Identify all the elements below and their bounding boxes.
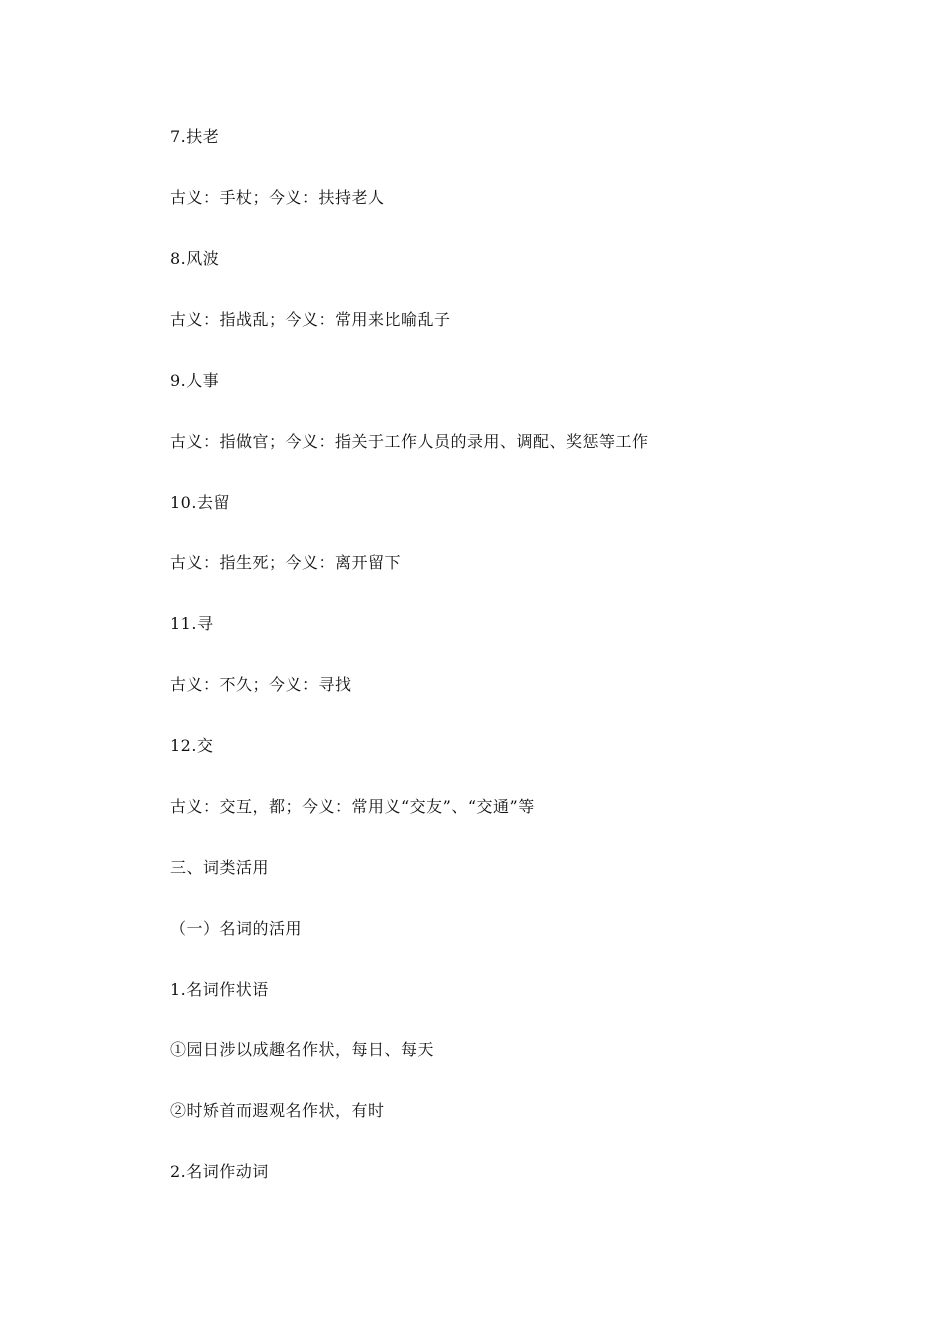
- example-line: ①园日涉以成趣名作状，每日、每天: [170, 1040, 435, 1059]
- item-heading-8: 8.风波: [170, 249, 220, 268]
- item-heading-10: 10.去留: [170, 493, 230, 512]
- item-definition-9: 古义：指做官；今义：指关于工作人员的录用、调配、奖惩等工作: [170, 432, 649, 451]
- example-line: ②时矫首而遐观名作状，有时: [170, 1101, 385, 1120]
- item-heading-7: 7.扶老: [170, 127, 220, 146]
- subsection-item-heading: 1.名词作状语: [170, 980, 269, 999]
- subsection-heading: （一）名词的活用: [170, 919, 303, 938]
- item-heading-12: 12.交: [170, 736, 214, 755]
- item-definition-10: 古义：指生死；今义：离开留下: [170, 553, 402, 572]
- item-definition-12: 古义：交互，都；今义：常用义“交友”、“交通”等: [170, 797, 535, 816]
- section-heading: 三、词类活用: [170, 858, 270, 877]
- item-definition-7: 古义：手杖；今义：扶持老人: [170, 188, 385, 207]
- item-heading-9: 9.人事: [170, 371, 220, 390]
- item-definition-11: 古义：不久；今义：寻找: [170, 675, 352, 694]
- item-definition-8: 古义：指战乱；今义：常用来比喻乱子: [170, 310, 451, 329]
- item-heading-11: 11.寻: [170, 614, 214, 633]
- subsection-item-heading: 2.名词作动词: [170, 1162, 269, 1181]
